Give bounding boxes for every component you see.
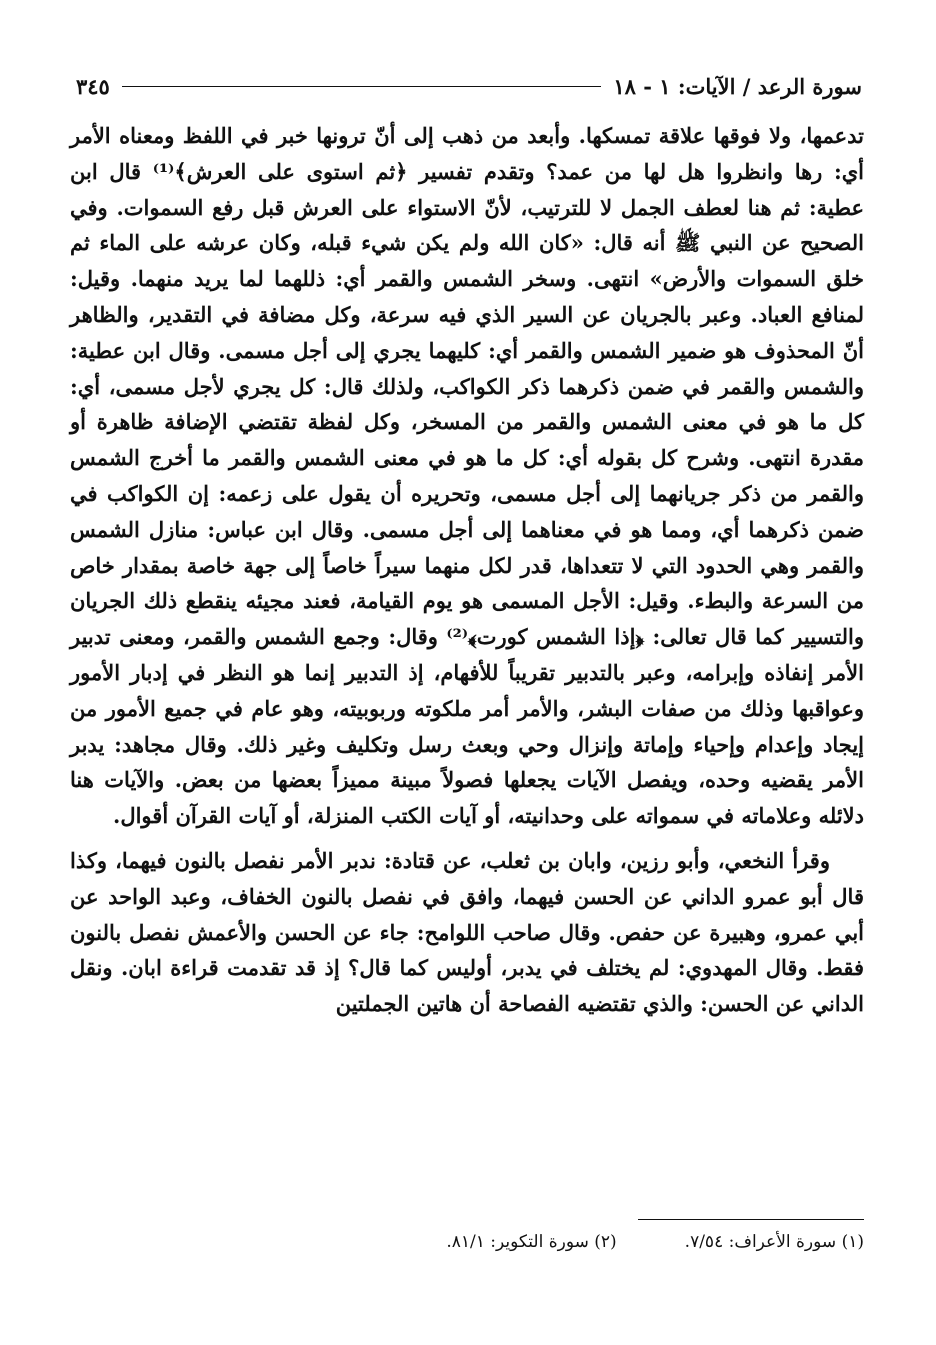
chapter-title: سورة الرعد / الآيات: ١ - ١٨ xyxy=(613,73,862,99)
running-header xyxy=(76,68,862,104)
footnote-1: (١) سورة الأعراف: ٧/٥٤. xyxy=(684,1232,864,1252)
header-rule xyxy=(122,86,602,87)
main-text xyxy=(70,118,864,1022)
footnote-rule xyxy=(638,1219,864,1220)
footnote-2: (٢) سورة التكوير: ٨١/١. xyxy=(446,1232,617,1252)
paragraph-2: وقرأ النخعي، وأبو رزين، وابان بن ثعلب، عن قتادة: ندبر الأمر نفصل بالنون فيهما، وكذا قال أبو عمرو الداني عن الحسن فيهما، وافق في نفصل بالنون الخفاف، وعبد الواحد عن أبي عمرو، وهبيرة عن حفص. وقال صاحب اللوامح: جاء عن الحسن والأعمش نفصل بالنون فقط. وقال المهدوي: لم يختلف في يدبر، أوليس كما قال؟ إذ قد تقدمت قراءة ابان. ونقل الداني عن الحسن: والذي تقتضيه الفصاحة أن هاتين الجملتين xyxy=(70,847,864,1017)
footnotes xyxy=(240,1232,864,1252)
page-number: ٣٤٥ xyxy=(76,73,110,99)
paragraph-1: تدعمها، ولا فوقها علاقة تمسكها. وأبعد من ذهب إلى أنّ ترونها خبر في اللفظ ومعناه الأمر أي: رها وانظروا هل لها من عمد؟ وتقدم تفسير ﴿ثم استوى على العرش﴾⁽¹⁾ قال ابن عطية: ثم هنا لعطف الجمل لا للترتيب، لأنّ الاستواء على العرش قبل رفع السموات. وفي الصحيح عن النبي ﷺ أنه قال: «كان الله ولم يكن شيء قبله، وكان عرشه على الماء ثم خلق السموات والأرض» انتهى. وسخر الشمس والقمر أي: ذللهما لما يريد منهما. وقيل: لمنافع العباد. وعبر بالجريان عن السير الذي فيه سرعة، وكل مضافة في التقدير، والظاهر أنّ المحذوف هو ضمير الشمس والقمر أي: كليهما يجري إلى أجل مسمى. وقال ابن عطية: والشمس والقمر في ضمن ذكرهما ذكر الكواكب، ولذلك قال: كل يجري لأجل مسمى، أي: كل ما هو في معنى الشمس والقمر من المسخر، وكل لفظة تقتضي الإضافة ظاهرة أو مقدرة انتهى. وشرح كل بقوله أي: كل ما هو في معنى الشمس والقمر ما أخرج الشمس والقمر من ذكر جريانهما إلى أجل مسمى، وتحريره أن يقول على زعمه: إن الكواكب في ضمن ذكرهما أي، ومما هو في معناهما إلى أجل مسمى. وقال ابن عباس: منازل الشمس والقمر وهي الحدود التي لا تتعداها، قدر لكل منهما سيراً خاصاً إلى جهة خاصة بمقدار خاص من السرعة والبطء. وقيل: الأجل المسمى هو يوم القيامة، فعند مجيئه ينقطع ذلك الجريان والتسيير كما قال تعالى: ﴿إذا الشمس كورت﴾⁽²⁾ وقال: وجمع الشمس والقمر، ومعنى تدبير الأمر إنفاذه وإبرامه، وعبر بالتدبير تقريباً للأفهام، إذ التدبير إنما هو النظر في إدبار الأمور وعواقبها وذلك من صفات البشر، والأمر أمر ملكوته وربوبيته، وهو عام في جميع الأمور من إيجاد وإعدام وإحياء وإماتة وإنزال وحي وبعث رسل وتكليف وغير ذلك. وقال مجاهد: يدبر الأمر يقضيه وحده، ويفصل الآيات يجعلها فصولاً مبينة مميزاً بعضها من بعض. والآيات هنا دلائله وعلاماته في سمواته على وحدانيته، أو آيات الكتب المنزلة، أو آيات القرآن أقوال. xyxy=(70,123,864,829)
